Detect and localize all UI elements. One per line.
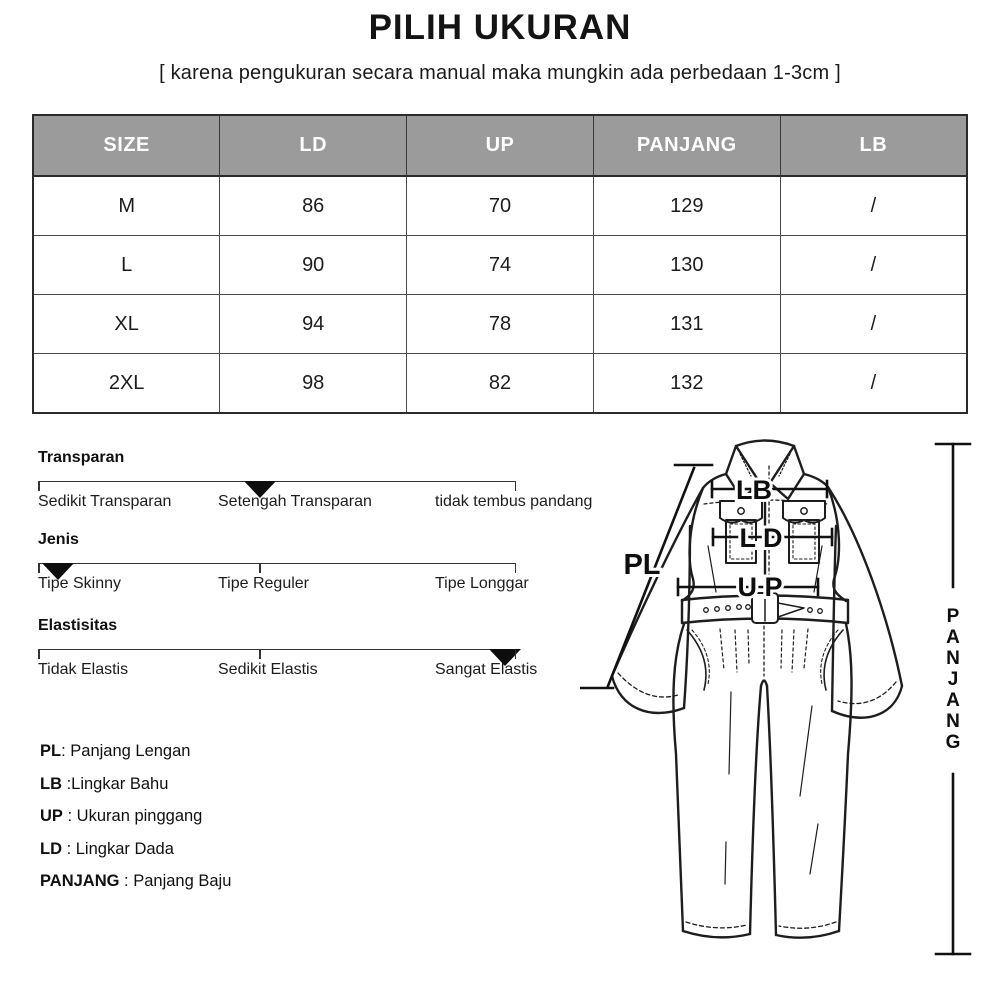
header-size: SIZE — [33, 115, 220, 176]
scale-label-high: Sangat Elastis — [435, 661, 538, 678]
cell-up: 70 — [407, 176, 594, 236]
legend-abbr: UP — [40, 807, 63, 825]
svg-text:A: A — [946, 690, 960, 711]
cell-panjang: 129 — [593, 176, 780, 236]
svg-text:N: N — [946, 648, 960, 669]
svg-text:N: N — [946, 711, 960, 732]
legend-desc: :Lingkar Bahu — [62, 774, 169, 793]
elasticity-scale — [38, 617, 648, 687]
header-panjang: PANJANG — [593, 115, 780, 176]
scale-label-mid: Setengah Transparan — [218, 493, 372, 510]
table-row — [33, 354, 967, 414]
legend-item-lb — [40, 775, 231, 796]
scale-label-low: Tidak Elastis — [38, 661, 129, 678]
measurement-legend — [40, 742, 231, 905]
page-title: PILIH UKURAN — [368, 8, 632, 47]
legend-item-panjang — [40, 872, 231, 893]
scale-label-mid: Tipe Reguler — [218, 575, 310, 592]
cell-ld: 86 — [220, 176, 407, 236]
legend-item-up — [40, 807, 231, 828]
cell-lb: / — [780, 236, 967, 295]
table-row — [33, 176, 967, 236]
svg-text:G: G — [945, 732, 961, 753]
scale-labels — [38, 661, 648, 681]
cell-size: L — [33, 236, 220, 295]
cell-lb: / — [780, 295, 967, 354]
cell-lb: / — [780, 354, 967, 414]
size-table-header-row — [33, 115, 967, 176]
pl-label: PL — [623, 549, 661, 581]
cell-ld: 90 — [220, 236, 407, 295]
scale-label-high: Tipe Longgar — [435, 575, 529, 592]
scale-title: Jenis — [38, 531, 79, 548]
lb-label: LB — [736, 475, 772, 505]
cell-up: 82 — [407, 354, 594, 414]
garment-illustration — [580, 424, 980, 986]
transparency-scale — [38, 449, 648, 519]
cell-ld: 98 — [220, 354, 407, 414]
scale-label-low: Tipe Skinny — [38, 575, 121, 592]
scale-title: Elastisitas — [38, 617, 118, 634]
scale-label-mid: Sedikit Elastis — [218, 661, 318, 678]
cell-up: 74 — [407, 236, 594, 295]
scale-mid-tick — [259, 650, 261, 659]
cell-lb: / — [780, 176, 967, 236]
table-row — [33, 295, 967, 354]
cell-ld: 94 — [220, 295, 407, 354]
legend-abbr: LD — [40, 839, 62, 858]
cell-size: 2XL — [33, 354, 220, 414]
cell-panjang: 131 — [593, 295, 780, 354]
svg-text:J: J — [947, 669, 959, 690]
header-up: UP — [407, 115, 594, 176]
legend-abbr: LB — [40, 774, 62, 793]
scale-labels — [38, 575, 648, 595]
legend-desc: : Lingkar Dada — [62, 839, 174, 858]
legend-abbr: PL — [40, 742, 62, 760]
legend-item-pl — [40, 742, 231, 763]
legend-desc: : Panjang Lengan — [61, 742, 191, 760]
fit-type-scale — [38, 531, 648, 601]
up-label: U P — [737, 572, 783, 602]
scale-mid-tick — [259, 564, 261, 573]
jumpsuit-outline — [612, 441, 902, 938]
scale-title: Transparan — [38, 449, 125, 466]
header-lb: LB — [780, 115, 967, 176]
cell-panjang: 130 — [593, 236, 780, 295]
table-row — [33, 236, 967, 295]
cell-size: XL — [33, 295, 220, 354]
ld-label: L D — [739, 523, 783, 553]
scale-label-high: tidak tembus pandang — [435, 493, 593, 510]
legend-desc: : Ukuran pinggang — [62, 807, 203, 825]
legend-desc: : Panjang Baju — [119, 872, 232, 890]
cell-up: 78 — [407, 295, 594, 354]
page-subtitle: [ karena pengukuran secara manual maka mungkin ada perbedaan 1-3cm ] — [159, 62, 841, 84]
scale-labels — [38, 493, 648, 513]
cell-size: M — [33, 176, 220, 236]
header-ld: LD — [220, 115, 407, 176]
svg-text:A: A — [946, 627, 960, 648]
size-table — [32, 114, 968, 414]
legend-abbr: PANJANG — [40, 872, 120, 890]
scale-label-low: Sedikit Transparan — [38, 493, 172, 510]
cell-panjang: 132 — [593, 354, 780, 414]
legend-item-ld — [40, 840, 231, 861]
panjang-vertical-label — [946, 606, 961, 753]
svg-text:P: P — [946, 606, 960, 627]
